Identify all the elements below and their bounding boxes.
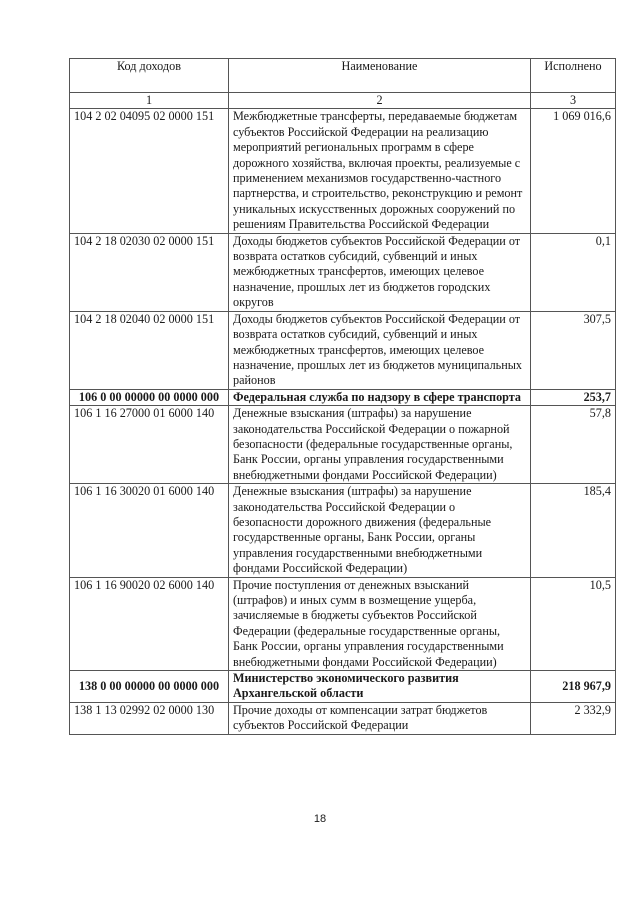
row-amount: 57,8 <box>531 406 616 484</box>
column-number-row <box>70 93 616 109</box>
row-code: 138 0 00 00000 00 0000 000 <box>70 671 229 703</box>
table-row <box>70 484 616 577</box>
row-name: Денежные взыскания (штрафы) за нарушение законодательства Российской Федерации о безопасности дорожного движения (федеральные государственные органы, Банк России, органы управления государственными внебюджетными фондами Российской Федерации) <box>229 484 531 577</box>
row-name: Прочие поступления от денежных взысканий (штрафов) и иных сумм в возмещение ущерба, зачисляемые в бюджеты субъектов Российской Федерации (федеральные государственные органы, Банк России, органы управления государственными внебюджетными фондами Российской Федерации) <box>229 577 531 670</box>
revenue-table <box>69 58 616 735</box>
row-code: 104 2 18 02030 02 0000 151 <box>70 233 229 311</box>
table-row-total <box>70 671 616 703</box>
row-code: 106 1 16 30020 01 6000 140 <box>70 484 229 577</box>
header-name: Наименование <box>229 59 531 93</box>
row-amount: 0,1 <box>531 233 616 311</box>
table-row-total <box>70 389 616 405</box>
column-number: 3 <box>531 93 616 109</box>
column-number: 2 <box>229 93 531 109</box>
table-row <box>70 311 616 389</box>
row-name: Межбюджетные трансферты, передаваемые бюджетам субъектов Российской Федерации на реализацию мероприятий региональных программ в сфере дорожного хозяйства, включая проекты, реализуемые с применением механизмов государственно-частного партнерства, и строительство, реконструкцию и ремонт уникальных искусственных дорожных сооружений по решениям Правительства Российской Федерации <box>229 109 531 233</box>
row-amount: 307,5 <box>531 311 616 389</box>
table-row <box>70 109 616 233</box>
row-code: 106 1 16 27000 01 6000 140 <box>70 406 229 484</box>
table-header-row <box>70 59 616 93</box>
row-code: 138 1 13 02992 02 0000 130 <box>70 702 229 734</box>
row-amount: 10,5 <box>531 577 616 670</box>
row-name: Прочие доходы от компенсации затрат бюджетов субъектов Российской Федерации <box>229 702 531 734</box>
column-number: 1 <box>70 93 229 109</box>
row-code: 104 2 02 04095 02 0000 151 <box>70 109 229 233</box>
row-code: 104 2 18 02040 02 0000 151 <box>70 311 229 389</box>
table-row <box>70 233 616 311</box>
row-amount: 185,4 <box>531 484 616 577</box>
page-number: 18 <box>313 813 327 825</box>
row-amount: 253,7 <box>531 389 616 405</box>
row-name: Денежные взыскания (штрафы) за нарушение законодательства Российской Федерации о пожарной безопасности (федеральные государственные органы, Банк России, органы управления государственными внебюджетными фондами Российской Федерации) <box>229 406 531 484</box>
table-row <box>70 577 616 670</box>
row-amount: 218 967,9 <box>531 671 616 703</box>
row-code: 106 0 00 00000 00 0000 000 <box>70 389 229 405</box>
row-code: 106 1 16 90020 02 6000 140 <box>70 577 229 670</box>
row-name: Федеральная служба по надзору в сфере транспорта <box>229 389 531 405</box>
row-amount: 2 332,9 <box>531 702 616 734</box>
row-name: Доходы бюджетов субъектов Российской Федерации от возврата остатков субсидий, субвенций и иных межбюджетных трансфертов, имеющих целевое назначение, прошлых лет из бюджетов городских округов <box>229 233 531 311</box>
table-row <box>70 406 616 484</box>
header-code: Код доходов <box>70 59 229 93</box>
row-amount: 1 069 016,6 <box>531 109 616 233</box>
table-row <box>70 702 616 734</box>
header-amount: Исполнено <box>531 59 616 93</box>
row-name: Министерство экономического развития Архангельской области <box>229 671 531 703</box>
row-name: Доходы бюджетов субъектов Российской Федерации от возврата остатков субсидий, субвенций и иных межбюджетных трансфертов, имеющих целевое назначение, прошлых лет из бюджетов муниципальных районов <box>229 311 531 389</box>
